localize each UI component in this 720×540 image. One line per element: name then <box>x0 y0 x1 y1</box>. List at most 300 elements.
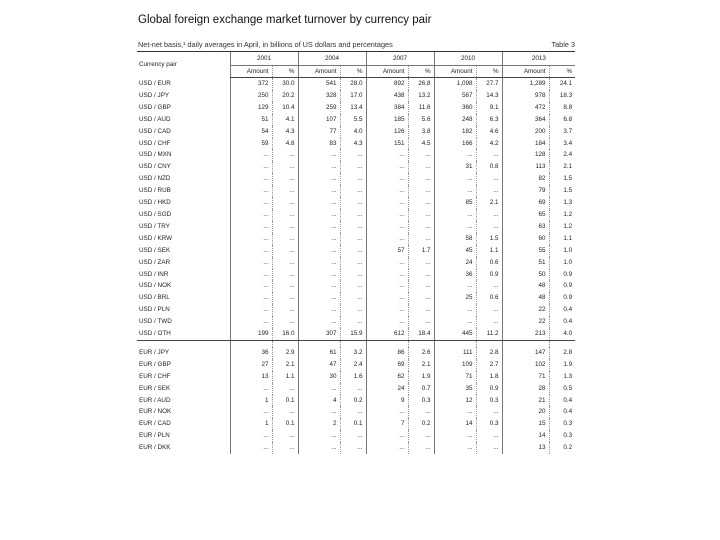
percent-header: % <box>272 66 298 78</box>
amount-cell: 151 <box>366 138 408 150</box>
amount-cell: 62 <box>366 371 408 383</box>
amount-cell: 364 <box>502 114 549 126</box>
percent-cell: 4.8 <box>272 138 298 150</box>
percent-cell: ... <box>340 149 366 161</box>
percent-cell: ... <box>340 292 366 304</box>
eur-section <box>137 340 575 454</box>
table-row <box>137 316 575 328</box>
percent-cell: 1.7 <box>408 245 434 257</box>
document <box>137 14 575 454</box>
currency-pair-cell: USD / NOK <box>139 282 172 290</box>
percent-cell: ... <box>476 221 502 233</box>
percent-cell: ... <box>340 209 366 221</box>
amount-cell: 541 <box>298 78 340 90</box>
amount-cell: ... <box>366 442 408 454</box>
percent-cell: ... <box>340 383 366 395</box>
percent-cell: 4.3 <box>272 126 298 138</box>
percent-cell: ... <box>272 269 298 281</box>
percent-cell: ... <box>476 430 502 442</box>
amount-header: Amount <box>502 66 549 78</box>
percent-cell: 11.2 <box>476 328 502 340</box>
percent-cell: ... <box>272 221 298 233</box>
percent-cell: ... <box>272 209 298 221</box>
amount-cell: 199 <box>230 328 272 340</box>
percent-cell: 2.1 <box>549 161 575 173</box>
amount-header: Amount <box>434 66 476 78</box>
percent-cell: ... <box>340 173 366 185</box>
amount-cell: 307 <box>298 328 340 340</box>
currency-pair-cell: EUR / PLN <box>139 432 170 440</box>
percent-cell: ... <box>340 257 366 269</box>
amount-cell: 15 <box>502 418 549 430</box>
percent-cell: 8.8 <box>549 102 575 114</box>
amount-cell: 147 <box>502 347 549 359</box>
currency-pair-cell: USD / CHF <box>139 139 171 147</box>
amount-cell: 384 <box>366 102 408 114</box>
percent-cell: 0.3 <box>476 418 502 430</box>
percent-cell: ... <box>408 161 434 173</box>
percent-cell: 2.8 <box>476 347 502 359</box>
amount-cell: 48 <box>502 292 549 304</box>
amount-cell: 14 <box>434 418 476 430</box>
amount-cell: 21 <box>502 395 549 407</box>
percent-cell: 17.0 <box>340 90 366 102</box>
table-row <box>137 245 575 257</box>
table-row <box>137 347 575 359</box>
percent-cell: ... <box>408 197 434 209</box>
amount-cell: 166 <box>434 138 476 150</box>
amount-cell: 51 <box>230 114 272 126</box>
table-row <box>137 161 575 173</box>
currency-pair-cell: USD / GBP <box>139 103 171 111</box>
percent-cell: 2.1 <box>476 197 502 209</box>
percent-cell: 2.1 <box>408 359 434 371</box>
amount-cell: ... <box>298 149 340 161</box>
percent-cell: ... <box>408 209 434 221</box>
amount-cell: 185 <box>366 114 408 126</box>
percent-cell: 0.9 <box>549 280 575 292</box>
percent-cell: 15.9 <box>340 328 366 340</box>
amount-cell: 360 <box>434 102 476 114</box>
percent-cell: 3.4 <box>549 138 575 150</box>
amount-cell: ... <box>298 209 340 221</box>
amount-cell: 55 <box>502 245 549 257</box>
percent-cell: ... <box>272 197 298 209</box>
percent-cell: ... <box>408 185 434 197</box>
table-row <box>137 304 575 316</box>
percent-cell: 1.5 <box>549 185 575 197</box>
percent-cell: 13.2 <box>408 90 434 102</box>
amount-cell: ... <box>366 161 408 173</box>
percent-cell: 18.4 <box>408 328 434 340</box>
amount-cell: 51 <box>502 257 549 269</box>
percent-cell: 4.3 <box>340 138 366 150</box>
percent-cell: ... <box>408 280 434 292</box>
amount-cell: 58 <box>434 233 476 245</box>
table-number: Table 3 <box>551 40 575 49</box>
percent-cell: ... <box>340 406 366 418</box>
currency-pair-cell: USD / KRW <box>139 234 173 242</box>
percent-cell: ... <box>408 149 434 161</box>
amount-cell: 25 <box>434 292 476 304</box>
table-row <box>137 257 575 269</box>
currency-pair-cell: USD / RUB <box>139 187 171 195</box>
amount-cell: ... <box>298 269 340 281</box>
percent-cell: 0.3 <box>549 430 575 442</box>
amount-cell: 129 <box>230 102 272 114</box>
percent-cell: 6.8 <box>549 114 575 126</box>
amount-cell: 7 <box>366 418 408 430</box>
percent-header: % <box>476 66 502 78</box>
amount-cell: 30 <box>298 371 340 383</box>
amount-cell: 12 <box>434 395 476 407</box>
table-row <box>137 221 575 233</box>
amount-header: Amount <box>366 66 408 78</box>
amount-cell: 54 <box>230 126 272 138</box>
amount-cell: ... <box>230 197 272 209</box>
amount-cell: 472 <box>502 102 549 114</box>
percent-cell: 1.9 <box>408 371 434 383</box>
amount-header: Amount <box>298 66 340 78</box>
amount-cell: ... <box>298 173 340 185</box>
amount-cell: ... <box>230 442 272 454</box>
amount-cell: ... <box>298 442 340 454</box>
percent-cell: 1.6 <box>340 371 366 383</box>
currency-pair-cell: USD / PLN <box>139 306 170 314</box>
percent-cell: 5.6 <box>408 114 434 126</box>
percent-cell: ... <box>476 280 502 292</box>
percent-cell: 24.1 <box>549 78 575 90</box>
amount-cell: 892 <box>366 78 408 90</box>
percent-cell: ... <box>340 233 366 245</box>
amount-cell: ... <box>298 304 340 316</box>
amount-cell: 71 <box>502 371 549 383</box>
amount-header: Amount <box>230 66 272 78</box>
amount-cell: 48 <box>502 280 549 292</box>
percent-cell: 2.4 <box>340 359 366 371</box>
currency-pair-cell: EUR / DKK <box>139 444 171 452</box>
amount-cell: 111 <box>434 347 476 359</box>
currency-pair-cell: USD / HKD <box>139 199 171 207</box>
percent-cell: 0.7 <box>408 383 434 395</box>
amount-cell: 1,289 <box>502 78 549 90</box>
amount-cell: ... <box>366 280 408 292</box>
currency-pair-cell: USD / BRL <box>139 294 170 302</box>
percent-cell: ... <box>272 233 298 245</box>
currency-pair-cell: USD / TRY <box>139 222 170 230</box>
table-row <box>137 383 575 395</box>
amount-cell: ... <box>298 197 340 209</box>
percent-cell: ... <box>272 161 298 173</box>
table-row <box>137 90 575 102</box>
amount-cell: ... <box>366 185 408 197</box>
percent-cell: 0.1 <box>340 418 366 430</box>
amount-cell: 60 <box>502 233 549 245</box>
amount-cell: 79 <box>502 185 549 197</box>
amount-cell: 57 <box>366 245 408 257</box>
table-row <box>137 442 575 454</box>
table-row <box>137 185 575 197</box>
currency-pair-cell: EUR / CAD <box>139 420 171 428</box>
currency-pair-cell: USD / CAD <box>139 127 171 135</box>
currency-pair-cell: EUR / GBP <box>139 360 171 368</box>
percent-header: % <box>549 66 575 78</box>
amount-cell: 20 <box>502 406 549 418</box>
amount-cell: ... <box>366 149 408 161</box>
amount-cell: ... <box>434 209 476 221</box>
amount-cell: 200 <box>502 126 549 138</box>
amount-cell: 13 <box>502 442 549 454</box>
percent-cell: 3.2 <box>340 347 366 359</box>
currency-pair-cell: USD / OTH <box>137 328 230 340</box>
percent-cell: 1.1 <box>476 245 502 257</box>
amount-cell: ... <box>434 406 476 418</box>
percent-header: % <box>340 66 366 78</box>
percent-cell: ... <box>408 257 434 269</box>
amount-cell: ... <box>230 316 272 328</box>
percent-cell: 2.7 <box>476 359 502 371</box>
amount-cell: ... <box>298 406 340 418</box>
amount-cell: 24 <box>434 257 476 269</box>
table-row <box>137 126 575 138</box>
table-row <box>137 292 575 304</box>
amount-cell: ... <box>230 257 272 269</box>
amount-cell: 4 <box>298 395 340 407</box>
table-row <box>137 114 575 126</box>
amount-cell: 612 <box>366 328 408 340</box>
percent-cell: 9.1 <box>476 102 502 114</box>
amount-cell: ... <box>434 304 476 316</box>
percent-cell: ... <box>408 430 434 442</box>
amount-cell: 182 <box>434 126 476 138</box>
amount-cell: ... <box>298 292 340 304</box>
amount-cell: ... <box>230 269 272 281</box>
percent-cell: ... <box>272 292 298 304</box>
amount-cell: 86 <box>366 347 408 359</box>
currency-pair-cell: USD / SGD <box>139 210 172 218</box>
table-row <box>137 395 575 407</box>
amount-cell: 438 <box>366 90 408 102</box>
amount-cell: 1,098 <box>434 78 476 90</box>
amount-cell: ... <box>230 221 272 233</box>
percent-cell: ... <box>340 442 366 454</box>
table-subtitle: Net-net basis,¹ daily averages in April, in billions of US dollars and percentages <box>138 40 393 49</box>
percent-cell: 4.0 <box>549 328 575 340</box>
percent-cell: 27.7 <box>476 78 502 90</box>
percent-cell: 1.8 <box>476 371 502 383</box>
table-row <box>137 269 575 281</box>
amount-cell: ... <box>434 185 476 197</box>
percent-cell: 4.5 <box>408 138 434 150</box>
amount-cell: ... <box>434 149 476 161</box>
amount-cell: ... <box>230 161 272 173</box>
amount-cell: ... <box>298 185 340 197</box>
table-row <box>137 430 575 442</box>
percent-cell: ... <box>408 221 434 233</box>
amount-cell: 1 <box>230 395 272 407</box>
amount-cell: ... <box>298 383 340 395</box>
percent-cell: 30.0 <box>272 78 298 90</box>
amount-cell: 328 <box>298 90 340 102</box>
percent-cell: 5.5 <box>340 114 366 126</box>
percent-cell: 2.9 <box>272 347 298 359</box>
amount-cell: ... <box>366 257 408 269</box>
percent-cell: ... <box>476 316 502 328</box>
currency-pair-cell: EUR / NOK <box>139 408 172 416</box>
amount-cell: 36 <box>230 347 272 359</box>
amount-cell: 250 <box>230 90 272 102</box>
amount-cell: ... <box>366 221 408 233</box>
amount-cell: ... <box>366 173 408 185</box>
amount-cell: 31 <box>434 161 476 173</box>
amount-cell: ... <box>366 430 408 442</box>
percent-cell: ... <box>340 269 366 281</box>
amount-cell: ... <box>366 304 408 316</box>
turnover-table <box>137 51 575 454</box>
currency-pair-cell: EUR / SEK <box>139 384 171 392</box>
usd-section <box>137 78 575 341</box>
amount-cell: 28 <box>502 383 549 395</box>
percent-cell: ... <box>272 406 298 418</box>
percent-header: % <box>408 66 434 78</box>
amount-cell: 259 <box>298 102 340 114</box>
table-row <box>137 102 575 114</box>
percent-cell: 1.5 <box>476 233 502 245</box>
amount-cell: ... <box>434 442 476 454</box>
percent-cell: ... <box>408 269 434 281</box>
amount-cell: 35 <box>434 383 476 395</box>
percent-cell: 4.1 <box>272 114 298 126</box>
amount-cell: 13 <box>230 371 272 383</box>
amount-cell: 50 <box>502 269 549 281</box>
amount-cell: 83 <box>298 138 340 150</box>
amount-cell: 82 <box>502 173 549 185</box>
table-title: Global foreign exchange market turnover by currency pair <box>138 14 432 26</box>
percent-cell: 2.8 <box>549 347 575 359</box>
percent-cell: 0.4 <box>549 316 575 328</box>
amount-cell: ... <box>298 221 340 233</box>
percent-cell: 16.0 <box>272 328 298 340</box>
currency-pair-cell: EUR / CHF <box>139 372 171 380</box>
table-row <box>137 406 575 418</box>
amount-cell: ... <box>366 406 408 418</box>
percent-cell: 4.6 <box>476 126 502 138</box>
percent-cell: 0.2 <box>549 442 575 454</box>
amount-cell: 2 <box>298 418 340 430</box>
amount-cell: ... <box>298 233 340 245</box>
amount-cell: ... <box>366 292 408 304</box>
amount-cell: ... <box>434 316 476 328</box>
percent-cell: ... <box>340 245 366 257</box>
percent-cell: ... <box>340 304 366 316</box>
currency-pair-cell: EUR / JPY <box>139 348 170 356</box>
amount-cell: 184 <box>502 138 549 150</box>
percent-cell: ... <box>272 430 298 442</box>
amount-cell: ... <box>298 316 340 328</box>
percent-cell: 20.2 <box>272 90 298 102</box>
amount-cell: 22 <box>502 304 549 316</box>
table-row <box>137 78 575 90</box>
percent-cell: ... <box>272 185 298 197</box>
amount-cell: 9 <box>366 395 408 407</box>
percent-cell: ... <box>476 209 502 221</box>
year-header: 2001 <box>230 52 298 66</box>
percent-cell: 14.3 <box>476 90 502 102</box>
subtitle-row <box>137 40 575 50</box>
amount-cell: 107 <box>298 114 340 126</box>
amount-cell: 567 <box>434 90 476 102</box>
percent-cell: ... <box>340 280 366 292</box>
percent-cell: ... <box>476 149 502 161</box>
amount-cell: ... <box>298 257 340 269</box>
currency-pair-cell: USD / MXN <box>139 151 172 159</box>
table-row <box>137 328 575 340</box>
currency-pair-cell: EUR / AUD <box>139 396 171 404</box>
percent-cell: 1.3 <box>549 371 575 383</box>
percent-cell: 0.2 <box>340 395 366 407</box>
year-header: 2013 <box>502 52 575 66</box>
percent-cell: 0.3 <box>476 395 502 407</box>
percent-cell: ... <box>272 304 298 316</box>
currency-pair-cell: USD / AUD <box>139 115 171 123</box>
currency-pair-cell: USD / JPY <box>139 91 170 99</box>
table-row <box>137 233 575 245</box>
amount-cell: ... <box>230 209 272 221</box>
percent-cell: ... <box>272 173 298 185</box>
percent-cell: 0.9 <box>549 269 575 281</box>
percent-cell: ... <box>272 316 298 328</box>
amount-cell: ... <box>298 430 340 442</box>
amount-cell: ... <box>230 406 272 418</box>
currency-pair-cell: USD / SEK <box>139 246 171 254</box>
amount-cell: 248 <box>434 114 476 126</box>
percent-cell: 1.0 <box>549 245 575 257</box>
percent-cell: 18.3 <box>549 90 575 102</box>
amount-cell: ... <box>434 280 476 292</box>
percent-cell: 1.1 <box>272 371 298 383</box>
amount-cell: 59 <box>230 138 272 150</box>
amount-cell: ... <box>230 185 272 197</box>
percent-cell: 4.0 <box>340 126 366 138</box>
amount-cell: ... <box>230 292 272 304</box>
percent-cell: 1.9 <box>549 359 575 371</box>
amount-cell: 14 <box>502 430 549 442</box>
percent-cell: ... <box>476 304 502 316</box>
amount-cell: 213 <box>502 328 549 340</box>
amount-cell: ... <box>230 245 272 257</box>
amount-cell: 109 <box>434 359 476 371</box>
amount-cell: 45 <box>434 245 476 257</box>
amount-cell: ... <box>298 161 340 173</box>
percent-cell: 2.4 <box>549 149 575 161</box>
currency-pair-header: Currency pair <box>137 52 230 78</box>
percent-cell: 1.3 <box>549 197 575 209</box>
amount-cell: 128 <box>502 149 549 161</box>
amount-cell: ... <box>366 233 408 245</box>
amount-cell: 372 <box>230 78 272 90</box>
percent-cell: ... <box>408 406 434 418</box>
percent-cell: 13.4 <box>340 102 366 114</box>
percent-cell: 3.7 <box>549 126 575 138</box>
table-row <box>137 280 575 292</box>
percent-cell: ... <box>340 430 366 442</box>
percent-cell: 0.9 <box>549 292 575 304</box>
percent-cell: ... <box>272 383 298 395</box>
currency-pair-cell: USD / EUR <box>139 79 171 87</box>
percent-cell: ... <box>408 173 434 185</box>
amount-cell: 24 <box>366 383 408 395</box>
percent-cell: 0.6 <box>476 257 502 269</box>
